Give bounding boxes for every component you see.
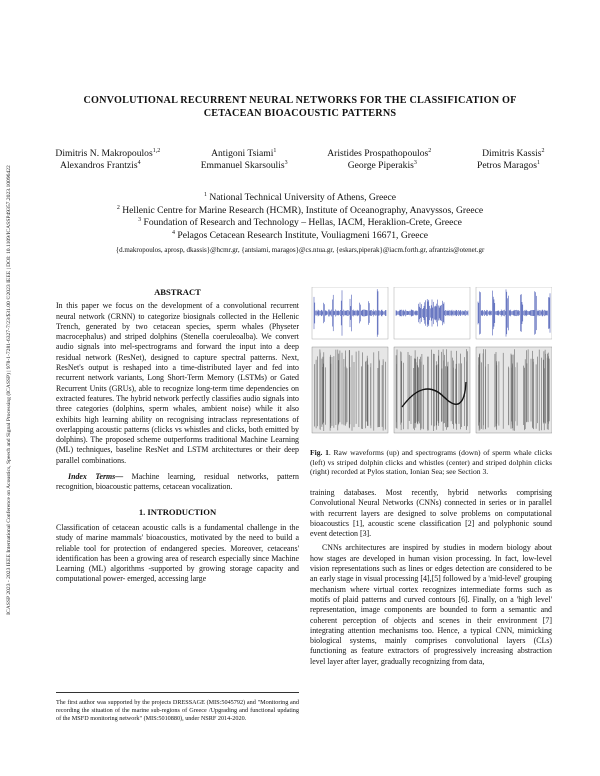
right-paragraph-2: CNNs architectures are inspired by studies in modern biology about how stages are developed in human vision processing. In fact, low-level vision representations such as lines or edges detection are considered to be an early stage in visual processing [4],[5] followed by a 'mid-level' grouping mechanism where virtual cortex recognizes intermediate forms such as motifs of plaid patterns and curved contours [6]. Finally, on a 'high level' representation, image components are bounded to form a semantic and coherent perception of objects and scenes in their environment [7] integrating attention mechanisms too. Hence, a typical CNN, mimicking biological systems, mainly comprises convolutional layers (CLs) functioning as feature extractors of progressively increasing abstraction level layer after layer, gradually recognizing from data, [310,543,552,666]
right-column [310,488,552,667]
affiliation: $^4$ Pelagos Cetacean Research Institute, Vouliagmeni 16671, Greece [171,229,428,241]
index-terms-label: Index Terms— [68,472,124,482]
sidebar-text: ICASSP 2023 - 2023 IEEE International Conference on Acoustics, Speech and Signal Processing (ICASSP) | 978-1-7281-6327-7/23/$31.00 ©2023 IEEE | DOI: 10.1109/ICASSP49357.2023.10096422 [6,165,12,615]
affiliation: $^3$ Foundation of Research and Technology – Hellas, IACM, Heraklion-Crete, Greece [138,216,462,228]
author: Dimitris N. Makropoulos$^{1,2}$ [55,147,161,159]
title-line-2: CETACEAN BIOACOUSTIC PATTERNS [203,108,397,119]
index-terms [56,472,299,493]
author-emails: {d.makropoulos, aprosp, dkassis}@hcmr.gr, {antsiami, maragos}@cs.ntua.gr, {eskars,piperak}@iacm.forth.gr, afrantzis@otenet.gr [115,246,485,254]
author: George Piperakis$^3$ [347,159,417,171]
figure-caption-text: . Raw waveforms (up) and spectrograms (down) of sperm whale clicks (left) vs striped dolphin clicks and whistles (center) and striped dolphin clicks (right) recorded at Pylos station, Ionian Sea; see Section 3. [310,448,552,477]
author: Antigoni Tsiami$^1$ [211,147,277,159]
author: Aristides Prospathopoulos$^2$ [327,147,432,159]
author-row-2 [30,160,570,172]
title-line-1: CONVOLUTIONAL RECURRENT NEURAL NETWORKS FOR THE CLASSIFICATION OF [83,95,517,106]
footnote: The first author was supported by the projects DRESSAGE (MIS:5045792) and "Monitoring and recording the situation of the marine sub-regions of Greece /Upgrading and functional updating of the MSFD monitoring network" (MIS:5010880), under NSRF 2014-2020. [56,692,299,723]
figure-1-image [310,287,552,437]
affiliation: $^1$ National Technical University of Athens, Greece [203,191,397,203]
sidebar-citation [2,40,16,740]
author: Petros Maragos$^1$ [476,159,540,171]
intro-paragraph: Classification of cetacean acoustic calls is a fundamental challenge in the study of marine mammals' bioacoustics, motivated by the need to build a reliable tool for protection of endangered species. Moreover, cetaceans' identification has been a growing area of research especially since Machine Learning (ML) algorithms -supported by growing storage capacity and computational power- emerged, accessing large [56,522,299,584]
figure-caption-label: Fig. 1 [310,448,329,457]
index-terms-text: Machine learning, residual networks, pattern recognition, bioacoustic patterns, cetacean vocalization. [56,472,299,492]
affiliations [40,192,560,257]
waveform [478,289,550,336]
figure-panel [312,287,388,433]
author: Emmanuel Skarsoulis$^3$ [200,159,288,171]
author: Alexandros Frantzis$^4$ [60,159,141,171]
waveform [314,289,386,337]
figure-panel [394,287,470,433]
author: Dimitris Kassis$^2$ [482,147,545,159]
figure-panel [476,287,552,433]
left-column [56,287,299,585]
abstract-text: In this paper we focus on the development of a convolutional recurrent neural network (CRNN) to categorize biosignals collected in the Hellenic Trench, generated by two cetacean species, sperm whales (Physeter macrocephalus) and striped dolphins (Stenella coeruleoalba). We convert audio signals into mel-spectrograms and forward the input into a deep residual network (ResNet), designed to capture spectral patterns. Next, ResNet's output is reshaped into a time-distributed layer and fed into recurrent network variants, Long Short-Term Memory (LSTMs) or Gated Recurrent Units (GRUs), able to recognize long-term time dependencies on extracted features. The hybrid network perfectly classifies audio signals into three categories (dolphins, sperm whales, ambient noise) while it also exhibits high learning ability on recognising intraclass representations of overlapping acoustic patterns (clicks vs whistles and clicks, both emitted by dolphins). The proposed scheme outperforms traditional Machine Learning (ML) techniques, baseline ResNet and LSTM architectures or their deep parallel combinations. [56,301,299,465]
right-paragraph-1: training databases. Most recently, hybrid networks comprising Convolutional Neural Networks (CNNs) connected in series or in parallel with recurrent layers are designed to solve problems on computational bioacoustics [1], acoustic scene classification [2] and polyphonic sound event detection [3]. [310,488,552,539]
figure-1 [310,287,552,437]
intro-heading: 1. INTRODUCTION [138,506,217,517]
author-list [30,148,570,172]
abstract-heading: ABSTRACT [154,287,201,297]
paper-title [40,94,560,120]
waveform [396,299,468,327]
affiliation: $^2$ Hellenic Centre for Marine Research (HCMR), Institute of Oceanography, Anavyssos, Greece [116,204,484,216]
author-row-1 [30,148,570,160]
figure-caption [310,448,552,477]
